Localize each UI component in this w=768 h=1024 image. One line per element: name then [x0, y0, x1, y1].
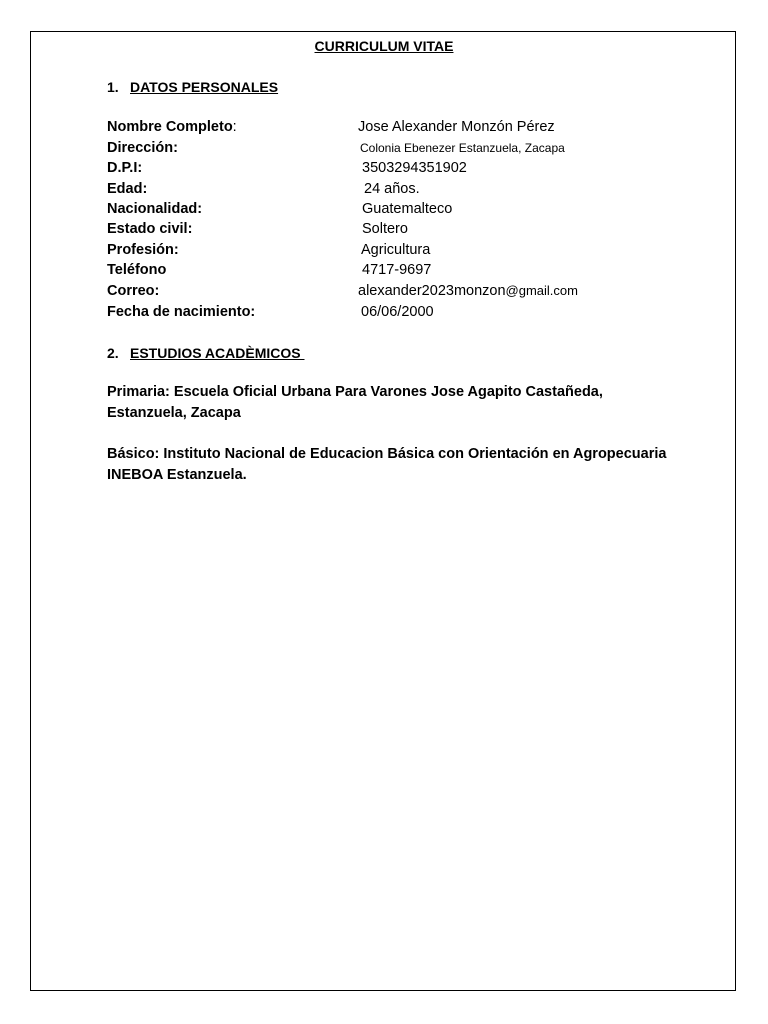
- field-value: Agricultura: [361, 242, 431, 258]
- section-title: ESTUDIOS ACADÈMICOS: [130, 345, 305, 361]
- field-row-correo: [107, 281, 707, 301]
- field-value: 4717-9697: [362, 262, 432, 278]
- field-row-dpi: [107, 158, 707, 178]
- field-value: Jose Alexander Monzón Pérez: [358, 119, 555, 135]
- studies-primaria: Primaria: Escuela Oficial Urbana Para Varones Jose Agapito Castañeda, Estanzuela, Zacapa: [107, 384, 603, 421]
- section-title: DATOS PERSONALES: [130, 79, 279, 95]
- field-label: Nombre Completo:: [107, 119, 237, 135]
- field-label: Correo:: [107, 283, 160, 299]
- field-row-profesion: [107, 240, 707, 260]
- field-row-fecha-nacimiento: [107, 302, 707, 322]
- field-label: Edad:: [107, 181, 148, 197]
- document-title: CURRICULUM VITAE: [314, 38, 454, 54]
- section-heading-personal: [107, 78, 278, 96]
- field-label: Dirección:: [107, 140, 178, 156]
- field-label: Estado civil:: [107, 221, 193, 237]
- field-label: Teléfono: [107, 262, 167, 278]
- studies-basico: Básico: Instituto Nacional de Educacion Básica con Orientación en Agropecuaria INEBOA Estanzuela.: [107, 446, 667, 483]
- field-row-nombre: [107, 117, 707, 137]
- field-label: Profesión:: [107, 242, 179, 258]
- field-value: 24 años.: [364, 181, 420, 197]
- field-row-estado-civil: [107, 219, 707, 239]
- field-row-edad: [107, 179, 707, 199]
- field-label: Fecha de nacimiento:: [107, 304, 256, 320]
- field-value: Colonia Ebenezer Estanzuela, Zacapa: [360, 141, 565, 155]
- field-value: [358, 281, 578, 301]
- field-row-telefono: [107, 260, 707, 280]
- field-value: 06/06/2000: [361, 304, 434, 320]
- field-value: 3503294351902: [362, 160, 467, 176]
- field-value: Soltero: [362, 221, 408, 237]
- field-label: D.P.I:: [107, 160, 143, 176]
- email-domain: @gmail.com: [505, 283, 578, 298]
- field-label: Nacionalidad:: [107, 201, 203, 217]
- section-number: 1.: [107, 79, 119, 95]
- section-heading-studies: [107, 344, 305, 362]
- email-user: alexander2023monzon: [358, 283, 506, 299]
- field-row-direccion: [107, 138, 707, 158]
- field-row-nacionalidad: [107, 199, 707, 219]
- field-value: Guatemalteco: [362, 201, 453, 217]
- section-number: 2.: [107, 345, 119, 361]
